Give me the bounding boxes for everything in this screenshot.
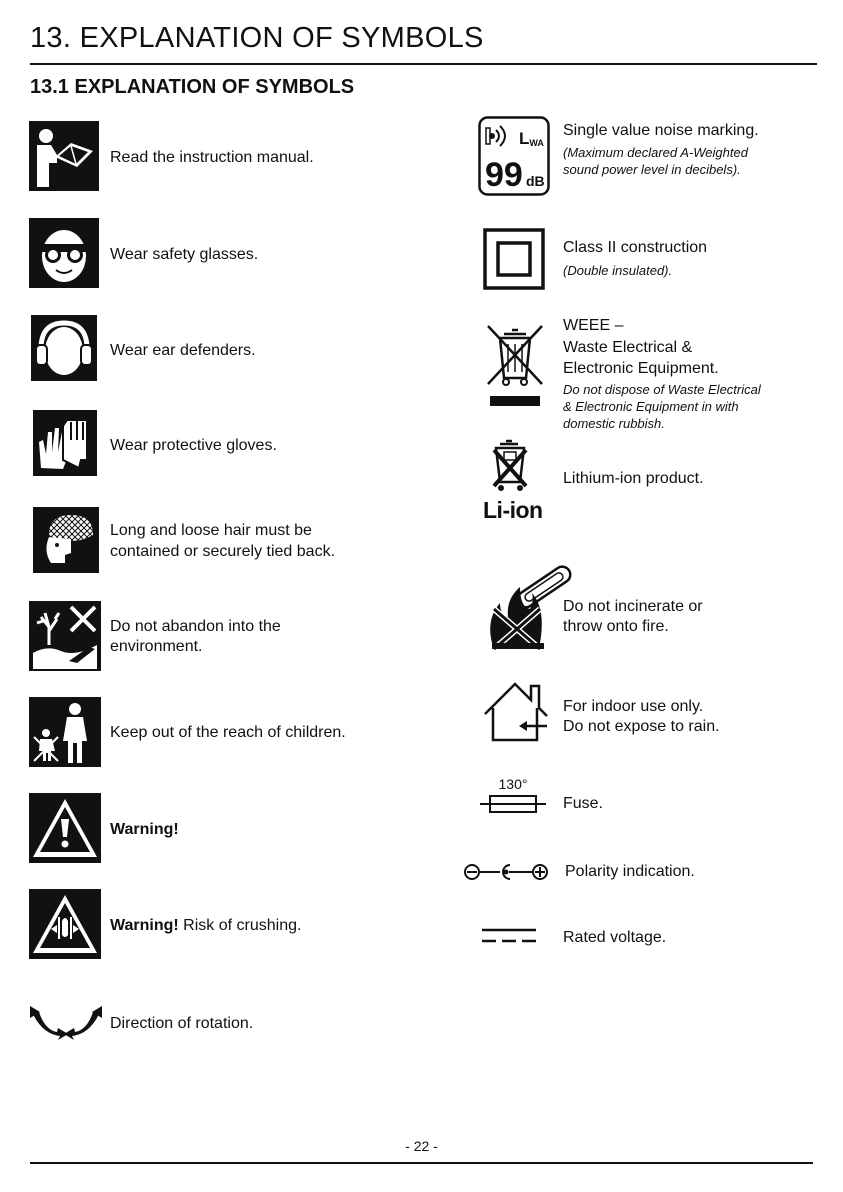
keep-away-children-icon: [29, 697, 101, 767]
environment-line-1: Do not abandon into the: [110, 618, 281, 635]
footer-rule: [30, 1162, 813, 1164]
environment-icon: [29, 601, 101, 671]
class-ii-note: (Double insulated).: [563, 263, 673, 278]
crushing-bold: Warning!: [110, 917, 179, 934]
fuse-icon-label: 130°: [498, 776, 528, 792]
ear-defenders-label: Wear ear defenders.: [110, 342, 256, 359]
weee-line-2: Waste Electrical &: [563, 339, 693, 356]
fuse-icon: [478, 774, 548, 818]
noise-note-line-1: (Maximum declared A-Weighted: [563, 145, 748, 160]
hair-line-2: contained or securely tied back.: [110, 543, 336, 560]
page-title: 13. EXPLANATION OF SYMBOLS: [30, 22, 484, 54]
noise-label: Single value noise marking.: [563, 122, 759, 139]
crushing-label: [110, 915, 301, 936]
protective-gloves-label: Wear protective gloves.: [110, 437, 277, 454]
weee-line-3: Electronic Equipment.: [563, 360, 719, 377]
noise-icon-lwa: LWA: [519, 129, 544, 148]
class-ii-label: Class II construction: [563, 239, 708, 256]
rated-voltage-label: Rated voltage.: [563, 929, 667, 946]
hair-line-1: Long and loose hair must be: [110, 522, 312, 539]
li-ion-label: Lithium-ion product.: [563, 470, 704, 487]
noise-icon-unit: dB: [526, 173, 545, 189]
weee-note-line-1: Do not dispose of Waste Electrical: [563, 382, 761, 397]
section-heading: 13.1 EXPLANATION OF SYMBOLS: [30, 76, 355, 98]
fire-line-1: Do not incinerate or: [563, 598, 703, 615]
fire-line-2: throw onto fire.: [563, 618, 669, 635]
noise-note-line-2: sound power level in decibels).: [563, 162, 741, 177]
safety-glasses-icon: [29, 218, 99, 288]
read-manual-icon: [29, 121, 99, 191]
rotation-arrows-icon: [28, 1002, 104, 1042]
polarity-label: Polarity indication.: [565, 863, 695, 880]
li-ion-bin-icon: [484, 438, 536, 494]
noise-icon-value: 99: [485, 156, 523, 194]
rotation-label: Direction of rotation.: [110, 1015, 254, 1032]
crushing-rest: Risk of crushing.: [178, 917, 302, 934]
children-label: Keep out of the reach of children.: [110, 724, 346, 741]
read-manual-label: Read the instruction manual.: [110, 149, 314, 166]
weee-note-line-2: & Electronic Equipment in with: [563, 399, 739, 414]
weee-bin-icon: [484, 322, 546, 408]
page-number: - 22 -: [405, 1138, 438, 1154]
indoor-line-2: Do not expose to rain.: [563, 718, 720, 735]
ear-defenders-icon: [31, 315, 97, 381]
dc-voltage-icon: [482, 926, 536, 946]
warning-label: Warning!: [110, 821, 179, 838]
polarity-icon: [462, 861, 550, 883]
noise-marking-icon: [478, 116, 550, 196]
safety-glasses-label: Wear safety glasses.: [110, 246, 259, 263]
indoor-use-icon: [483, 680, 549, 744]
protective-gloves-icon: [33, 410, 97, 476]
class-ii-icon: [483, 228, 545, 290]
fuse-label: Fuse.: [563, 795, 604, 812]
environment-line-2: environment.: [110, 638, 203, 655]
weee-line-1: WEEE –: [563, 317, 624, 334]
weee-note-line-3: domestic rubbish.: [563, 416, 665, 431]
warning-icon: [29, 793, 101, 863]
title-rule: [30, 63, 817, 65]
indoor-line-1: For indoor use only.: [563, 698, 704, 715]
li-ion-icon-label: Li-ion: [483, 497, 543, 523]
hair-net-icon: [33, 507, 99, 573]
crushing-warning-icon: [29, 889, 101, 959]
